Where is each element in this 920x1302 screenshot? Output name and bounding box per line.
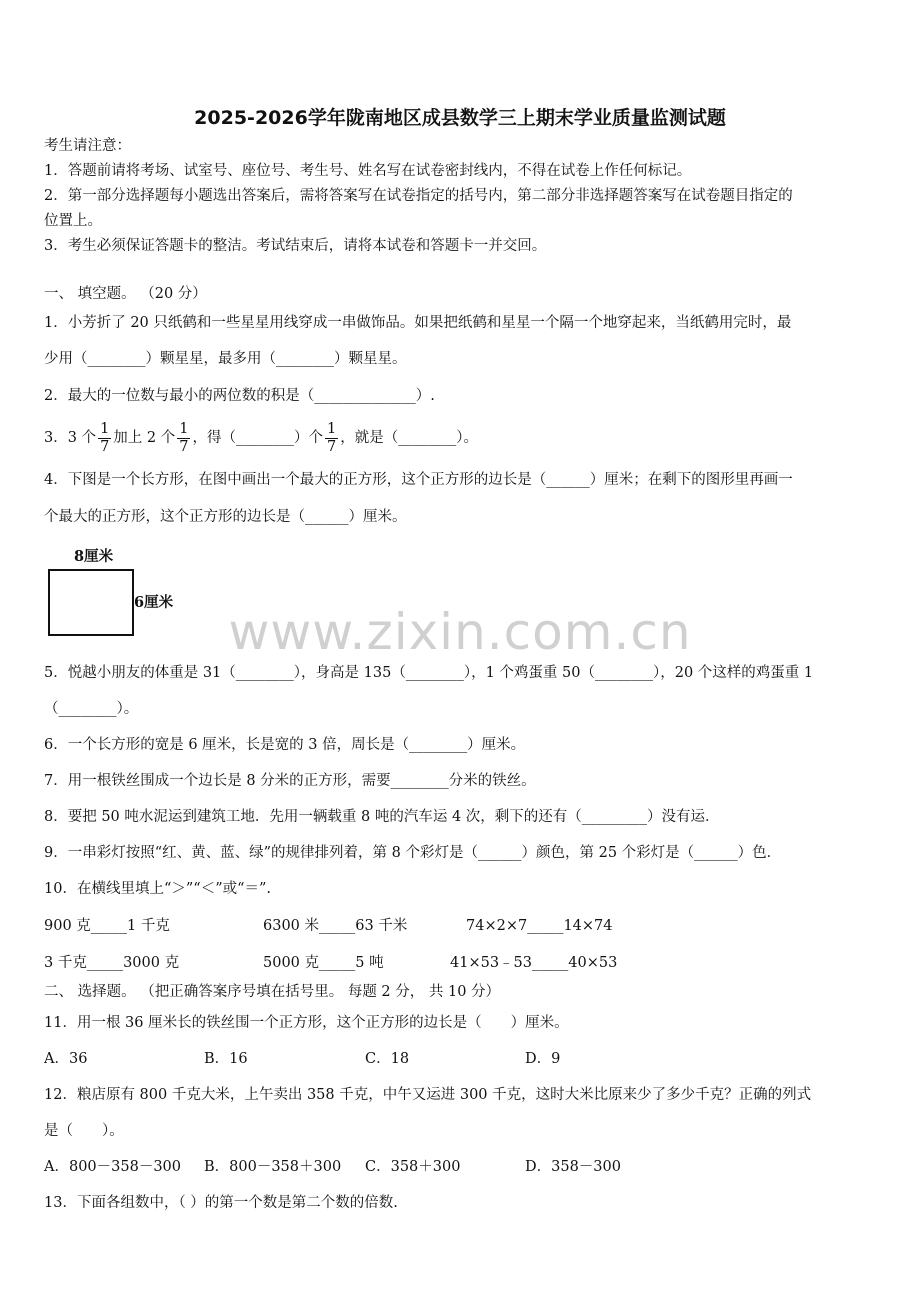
question-12-line-2: 是（ ）。 [44,1123,124,1139]
option-c: C．358＋300 [365,1159,461,1175]
notice-item-1: 1．答题前请将考场、试室号、座位号、考生号、姓名写在试卷密封线内，不得在试卷上作任何标记。 [44,163,692,179]
notice-item-2: 2．第一部分选择题每小题选出答案后，需将答案写在试卷指定的括号内，第二部分非选择题答案写在试卷题目指定的 [44,188,793,204]
fraction-denominator: 7 [326,438,337,455]
option-c: C．18 [365,1051,410,1067]
fraction-one-seventh [325,421,338,456]
question-11: 11．用一根 36 厘米长的铁丝围一个正方形，这个正方形的边长是（ ）厘米。 [44,1015,569,1031]
watermark: www.zixin.com.cn [228,603,692,661]
page-title: 2025-2026学年陇南地区成县数学三上期末学业质量监测试题 [194,107,726,129]
question-12-line-1: 12．粮店原有 800 千克大米，上午卖出 358 千克，中午又运进 300 千克，这时大米比原来少了多少千克？正确的列式 [44,1087,812,1103]
figure-length-label: 8厘米 [74,548,114,565]
question-2: 2．最大的一位数与最小的两位数的积是（______________）. [44,388,435,404]
question-1-line-2: 少用（________）颗星星，最多用（________）颗星星。 [44,351,407,367]
question-9: 9．一串彩灯按照“红、黄、蓝、绿”的规律排列着，第 8 个彩灯是（______）颜色，第 25 个彩灯是（______）色． [44,845,782,861]
fraction-numerator: 1 [326,420,337,437]
q3-part-3: ，得（________）个 [192,430,323,446]
option-a: A．36 [44,1051,88,1067]
fraction-one-seventh [177,421,190,456]
section-2-heading: 二、 选择题。 （把正确答案序号填在括号里。 每题 2 分， 共 10 分） [44,984,501,1000]
compare-item: 41×53﹣53_____40×53 [450,955,618,971]
option-b: B．800－358＋300 [204,1159,342,1175]
question-7: 7．用一根铁丝围成一个边长是 8 分米的正方形，需要________分米的铁丝。 [44,773,536,789]
question-3 [44,418,478,458]
q3-part-1: 3．3 个 [44,430,97,446]
compare-item: 5000 克_____5 吨 [263,955,384,971]
fraction-denominator: 7 [179,438,189,455]
compare-item: 6300 米_____63 千米 [263,918,408,934]
question-10-stem: 10．在横线里填上“＞”“＜”或“＝”. [44,881,272,897]
figure-width-label: 6厘米 [134,594,174,611]
notice-item-2-cont: 位置上。 [44,213,102,229]
q3-part-2: 加上 2 个 [113,430,176,446]
option-d: D．9 [525,1051,561,1067]
compare-item: 900 克_____1 千克 [44,918,170,934]
option-d: D．358－300 [525,1159,621,1175]
fraction-one-seventh [98,421,111,456]
option-b: B．16 [204,1051,248,1067]
question-8: 8．要把 50 吨水泥运到建筑工地．先用一辆载重 8 吨的汽车运 4 次，剩下的还有（_________）没有运． [44,809,720,825]
section-1-heading: 一、 填空题。 （20 分） [44,286,207,302]
notice-heading: 考生请注意： [44,138,131,154]
question-13: 13．下面各组数中，（ ）的第一个数是第二个数的倍数. [44,1195,398,1211]
notice-item-3: 3．考生必须保证答题卡的整洁。考试结束后，请将本试卷和答题卡一并交回。 [44,238,547,254]
fraction-numerator: 1 [100,420,110,437]
compare-item: 74×2×7_____14×74 [466,918,613,934]
question-4-line-1: 4．下图是一个长方形，在图中画出一个最大的正方形，这个正方形的边长是（______）厘米；在剩下的图形里再画一 [44,472,793,488]
q3-part-4: ，就是（________）。 [340,430,478,446]
compare-item: 3 千克_____3000 克 [44,955,180,971]
question-1-line-1: 1．小芳折了 20 只纸鹤和一些星星用线穿成一串做饰品。如果把纸鹤和星星一个隔一个地穿起来，当纸鹤用完时，最 [44,315,792,331]
option-a: A．800－358－300 [44,1159,181,1175]
question-4-line-2: 个最大的正方形，这个正方形的边长是（______）厘米。 [44,509,407,525]
question-5-line-2: （________）。 [44,701,139,717]
question-5-line-1: 5．悦越小朋友的体重是 31（________），身高是 135（________），1 个鸡蛋重 50（________），20 个这样的鸡蛋重 1 [44,665,814,681]
fraction-numerator: 1 [179,420,189,437]
fraction-denominator: 7 [100,438,110,455]
question-6: 6．一个长方形的宽是 6 厘米，长是宽的 3 倍，周长是（________）厘米。 [44,737,526,753]
rectangle-figure [48,569,134,636]
